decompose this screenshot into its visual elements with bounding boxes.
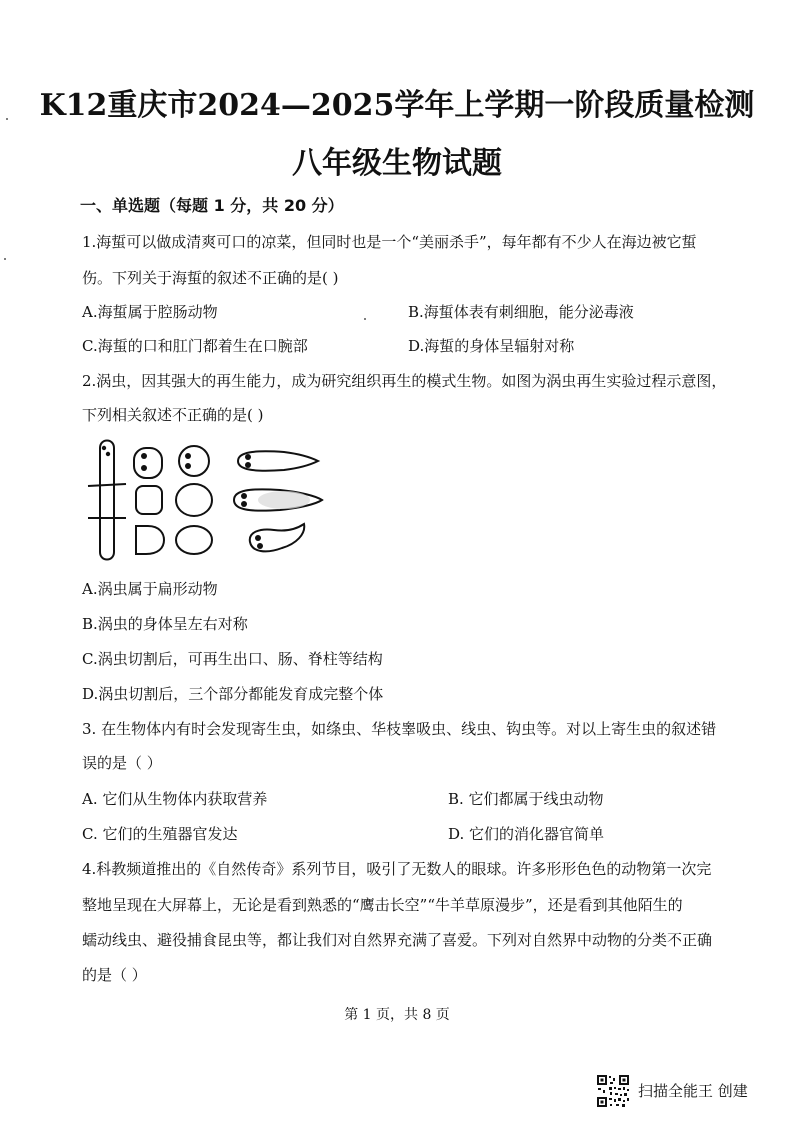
question-2-stem-line-2: 下列相关叙述不正确的是( ) xyxy=(82,406,264,424)
question-3-option-a: A. 它们从生物体内获取营养 xyxy=(82,790,268,808)
question-3-stem-line-2: 误的是（ ） xyxy=(82,754,162,772)
question-4-stem-line-4: 的是（ ） xyxy=(82,966,147,984)
scan-speck xyxy=(4,258,6,260)
head-fragment xyxy=(134,448,162,478)
middle-regrowing xyxy=(176,484,212,516)
question-2-option-a: A.涡虫属于扁形动物 xyxy=(82,580,218,598)
exam-title: K12重庆市2024—2025学年上学期一阶段质量检测 xyxy=(39,88,755,123)
question-1-stem-line-2: 伤。下列关于海蜇的叙述不正确的是( ) xyxy=(82,269,339,287)
page-number: 第 1 页，共 8 页 xyxy=(344,1007,450,1023)
regenerated-worm-1 xyxy=(238,451,318,470)
planarian-regeneration-diagram xyxy=(84,434,334,570)
question-3-option-c: C. 它们的生殖器官发达 xyxy=(82,825,238,843)
question-1-option-b: B.海蜇体表有刺细胞，能分泌毒液 xyxy=(408,303,634,321)
qr-code-icon xyxy=(596,1074,630,1108)
question-3-option-d: D. 它们的消化器官简单 xyxy=(448,825,605,843)
cut-line-upper xyxy=(88,484,126,486)
tail-fragment xyxy=(136,526,164,554)
scan-speck xyxy=(364,318,366,320)
question-3-option-b: B. 它们都属于线虫动物 xyxy=(448,790,604,808)
question-4-stem-line-1: 4.科教频道推出的《自然传奇》系列节目，吸引了无数人的眼球。许多形形色色的动物第一次完 xyxy=(82,860,712,878)
question-2-option-b: B.涡虫的身体呈左右对称 xyxy=(82,615,248,633)
tail-regrowing xyxy=(176,526,212,554)
question-2-option-c: C.涡虫切割后，可再生出口、肠、脊柱等结构 xyxy=(82,650,383,668)
scanner-watermark: 扫描全能王 创建 xyxy=(638,1082,748,1100)
question-2-option-d: D.涡虫切割后，三个部分都能发育成完整个体 xyxy=(82,685,384,703)
question-1-option-c: C.海蜇的口和肛门都着生在口腕部 xyxy=(82,337,308,355)
section-heading: 一、单选题（每题 1 分，共 20 分） xyxy=(80,196,344,215)
exam-subtitle: 八年级生物试题 xyxy=(292,146,502,181)
head-regrowing xyxy=(179,446,209,476)
middle-fragment xyxy=(136,486,162,514)
question-1-stem-line-1: 1.海蜇可以做成清爽可口的凉菜，但同时也是一个“美丽杀手”，每年都有不少人在海边被它蜇 xyxy=(82,233,697,251)
planarian-whole xyxy=(100,441,114,560)
question-2-stem-line-1: 2.涡虫，因其强大的再生能力，成为研究组织再生的模式生物。如图为涡虫再生实验过程示意图， xyxy=(82,372,727,390)
question-4-stem-line-2: 整地呈现在大屏幕上，无论是看到熟悉的“鹰击长空”“牛羊草原漫步”，还是看到其他陌生的 xyxy=(82,896,683,914)
question-4-stem-line-3: 蠕动线虫、避役捕食昆虫等，都让我们对自然界充满了喜爱。下列对自然界中动物的分类不正确 xyxy=(82,931,713,949)
question-1-option-d: D.海蜇的身体呈辐射对称 xyxy=(408,337,575,355)
question-1-option-a: A.海蜇属于腔肠动物 xyxy=(82,303,218,321)
question-3-stem-line-1: 3. 在生物体内有时会发现寄生虫，如绦虫、华枝睾吸虫、线虫、钩虫等。对以上寄生虫的叙述错 xyxy=(82,720,717,738)
